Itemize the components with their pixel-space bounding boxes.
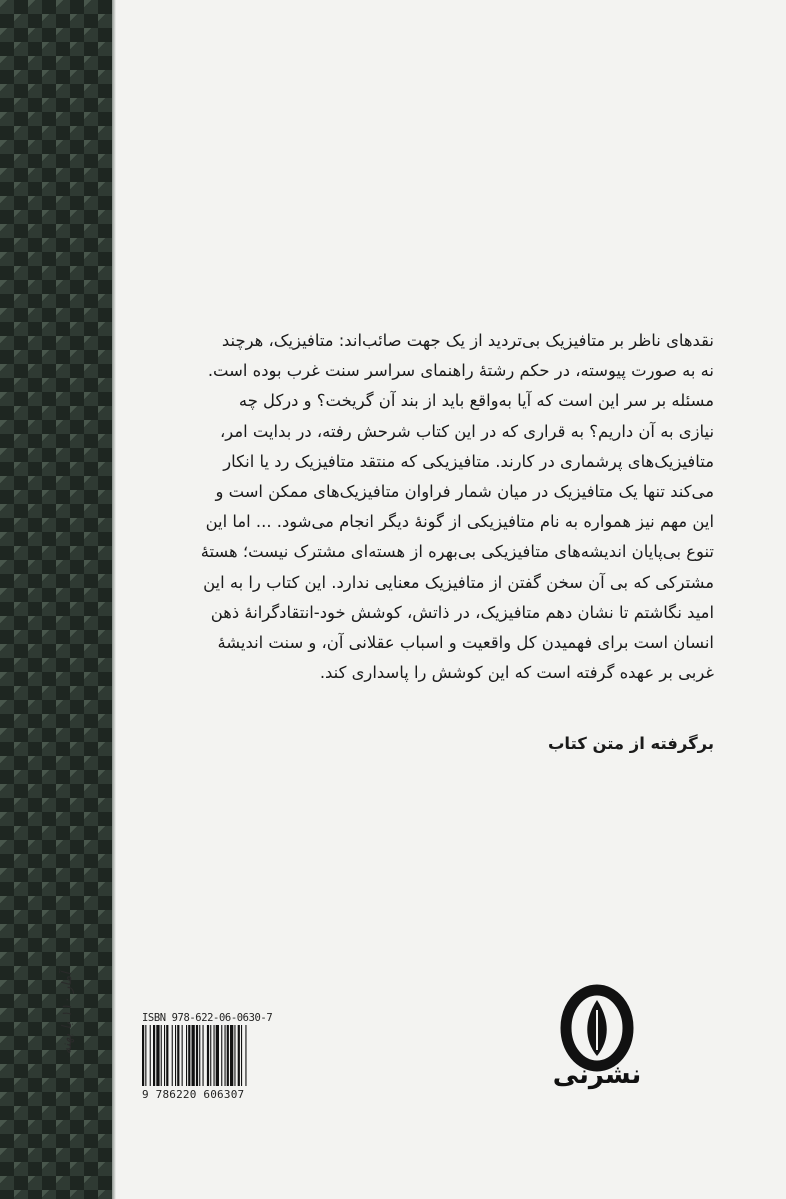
spine-edge <box>112 0 116 1199</box>
barcode-image <box>142 1025 282 1086</box>
blurb-line: مشترکی که بی آن سخن گفتن از متافیزیک معنایی ندارد. این کتاب را به این <box>203 572 714 592</box>
publisher-logo-icon <box>552 980 642 1120</box>
barcode-digits: 9 786220 606307 <box>142 1088 245 1101</box>
blurb-line: انسان است برای فهمیدن کل واقعیت و اسباب عقلانی آن، و سنت اندیشهٔ <box>217 633 714 653</box>
blurb-line: نیازی به آن داریم؟ به قراری که در این کتاب شرحش رفته، در بدایت امر، <box>220 421 714 441</box>
isbn-label: ISBN 978-622-06-0630-7 <box>142 1012 273 1024</box>
source-credit: برگرفته از متن کتاب <box>547 734 714 753</box>
blurb-line: متافیزیک‌های پرشماری در کارند. متافیزیکی که منتقد متافیزیک رد یا انکار <box>223 451 714 471</box>
blurb-line: غربی بر عهده گرفته است که این کوشش را پاسداری کند. <box>319 663 714 683</box>
blurb-line: امید نگاشتم تا نشان دهم متافیزیک، در ذاتش، کوشش خود-انتقادگرانهٔ ذهن <box>210 602 714 622</box>
blurb-line: تنوع بی‌پایان اندیشه‌های متافیزیکی بی‌بهره از هسته‌ای مشترک نیست؛ هستهٔ <box>200 542 714 562</box>
blurb-line: این مهم نیز همواره به نام متافیزیکی از گونهٔ دیگر انجام می‌شود. ... اما این <box>205 512 714 532</box>
side-signature: آمار ۱۱۰ با پهنه <box>60 972 75 1055</box>
blurb-line: مسئله بر سر این است که آیا به‌واقع باید از بند آن گریخت؟ و درکل چه <box>238 391 714 411</box>
blurb-line: نه به صورت پیوسته، در حکم رشتهٔ راهنمای سراسر سنت غرب بوده است. <box>207 361 714 381</box>
back-cover-blurb <box>148 326 714 688</box>
blurb-line: نقدهای ناظر بر متافیزیک بی‌تردید از یک جهت صائب‌اند: متافیزیک، هرچند <box>221 331 714 350</box>
cover-spine-pattern <box>0 0 112 1199</box>
blurb-line: می‌کند تنها یک متافیزیک در میان شمار فراوان متافیزیک‌های ممکن است و <box>215 482 714 502</box>
publisher-name: نشرنی <box>552 1060 642 1090</box>
